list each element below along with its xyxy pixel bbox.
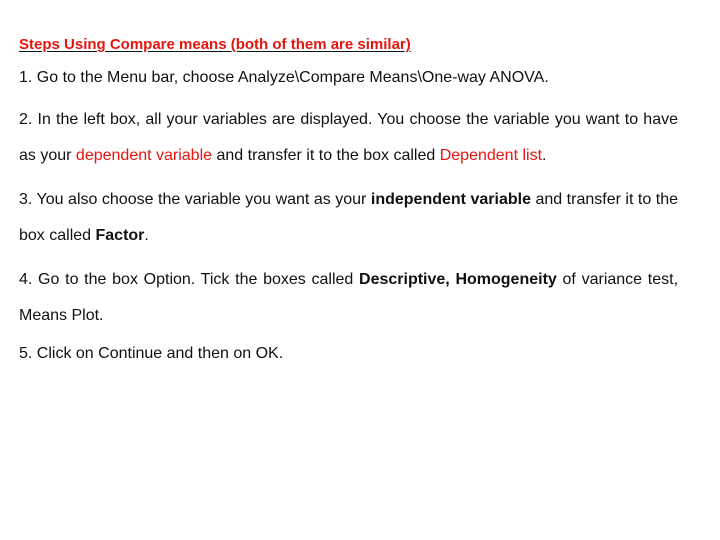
step-3-text-b: and transfer it to the box called (19, 191, 679, 244)
step-3-text-c: . (144, 227, 149, 244)
step-1-text: 1. Go to the Menu bar, choose Analyze\Compare Means\One-way ANOVA. (19, 69, 549, 86)
step-2-text-b: and transfer it to the box called (212, 147, 440, 164)
dependent-variable-term: dependent variable (75, 147, 213, 164)
independent-variable-term: independent variable (370, 191, 531, 208)
step-5-text: 5. Click on Continue and then on OK. (19, 345, 284, 362)
step-3 (19, 182, 678, 254)
slide-heading: Steps Using Compare means (both of them are similar) (19, 36, 411, 53)
step-2 (19, 102, 678, 174)
step-4-text-a: 4. Go to the box Option. Tick the boxes called (19, 271, 360, 288)
step-2-text-a: 2. In the left box, all your variables are displayed. You choose the variable you want to have as your (19, 111, 678, 164)
step-2-text-c: . (542, 147, 547, 164)
step-1 (19, 66, 678, 90)
step-5 (19, 342, 678, 366)
step-3-text-a: 3. You also choose the variable you want as your (19, 191, 371, 208)
factor-term: Factor (95, 227, 145, 244)
step-4 (19, 262, 678, 334)
slide-content (19, 33, 678, 378)
step-4-text-b: of variance test, Means Plot. (19, 271, 679, 324)
descriptive-homogeneity-term: Descriptive, Homogeneity (359, 271, 557, 288)
dependent-list-term: Dependent list (439, 147, 543, 164)
